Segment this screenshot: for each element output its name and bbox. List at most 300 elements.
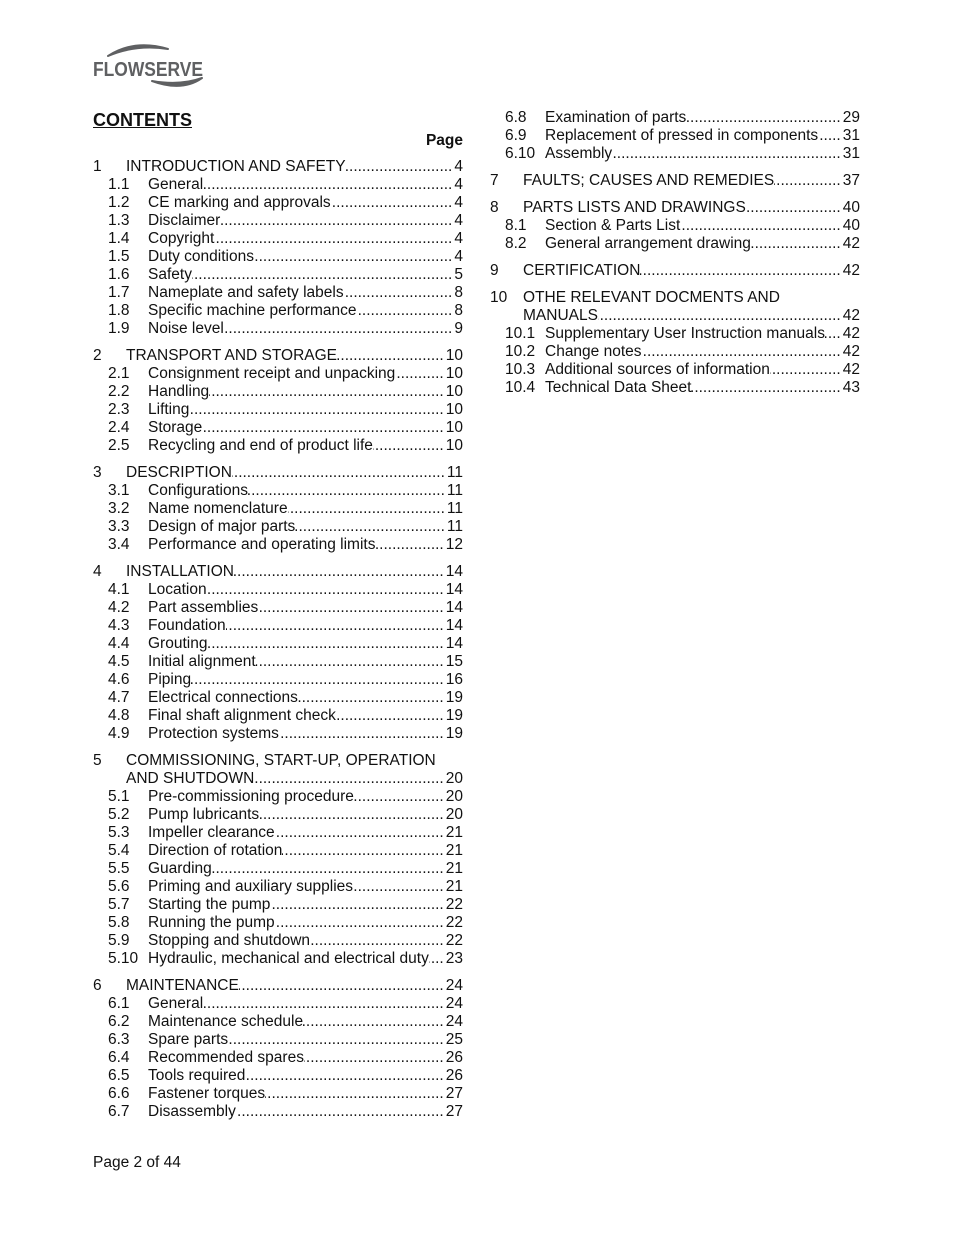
toc-subsection-number: 6.7 [108, 1103, 130, 1120]
toc-subsection-title: Recycling and end of product life [148, 437, 373, 454]
toc-section-title: FAULTS; CAUSES AND REMEDIES [523, 172, 775, 189]
logo-wordmark: FLOWSERVE [93, 59, 203, 81]
toc-subsection-number: 2.2 [108, 383, 130, 400]
toc-page-number: 4 [454, 212, 463, 229]
dot-leader [774, 172, 843, 190]
toc-section-group [93, 752, 463, 968]
dot-leader [259, 806, 446, 824]
toc-subsection-number: 5.10 [108, 950, 139, 967]
toc-subsection-number: 5.4 [108, 842, 130, 859]
toc-page-number: 5 [454, 266, 463, 283]
toc-section-row [490, 199, 860, 217]
toc-section-row [490, 289, 860, 307]
toc-subsection-number: 5.8 [108, 914, 130, 931]
toc-page-number: 31 [842, 145, 860, 162]
toc-subsection-number: 6.5 [108, 1067, 130, 1084]
toc-subsection-row [490, 217, 860, 235]
dot-leader [209, 383, 446, 401]
dot-leader [295, 518, 447, 536]
page-column-label: Page [425, 132, 463, 149]
toc-subsection-row [93, 383, 463, 401]
toc-subsection-number: 6.9 [505, 127, 527, 144]
toc-subsection-title: Design of major parts [148, 518, 296, 535]
toc-section-title: DESCRIPTION [126, 464, 232, 481]
toc-section-number: 3 [93, 464, 102, 481]
toc-subsection-title: Piping [148, 671, 192, 688]
toc-page-number: 15 [445, 653, 463, 670]
toc-subsection-row [93, 230, 463, 248]
toc-subsection-row [93, 482, 463, 500]
toc-subsection-number: 6.8 [505, 109, 527, 126]
dot-leader [354, 788, 446, 806]
toc-subsection-row [93, 302, 463, 320]
toc-subsection-number: 5.1 [108, 788, 130, 805]
toc-subsection-row [93, 914, 463, 932]
toc-section-number: 5 [93, 752, 102, 769]
toc-page-number: 14 [445, 599, 463, 616]
toc-page-number: 42 [842, 262, 860, 279]
toc-page-number: 10 [445, 383, 463, 400]
toc-subsection-row [93, 617, 463, 635]
dot-leader [248, 482, 447, 500]
toc-section-title: INSTALLATION [126, 563, 234, 580]
dot-leader [346, 158, 455, 176]
dot-leader [336, 707, 446, 725]
toc-subsection-row [93, 176, 463, 194]
dot-leader [304, 1049, 446, 1067]
toc-subsection-title: Recommended spares [148, 1049, 304, 1066]
toc-page-number: 40 [842, 217, 860, 234]
toc-subsection-title: Initial alignment [148, 653, 256, 670]
toc-subsection-row [93, 284, 463, 302]
toc-page-number: 21 [445, 860, 463, 877]
toc-subsection-row [93, 194, 463, 212]
toc-subsection-title: Maintenance schedule [148, 1013, 304, 1030]
toc-page-number: 42 [842, 325, 860, 342]
toc-section-number: 7 [490, 172, 499, 189]
toc-subsection-title: Foundation [148, 617, 226, 634]
toc-section-row [93, 158, 463, 176]
toc-section-title: PARTS LISTS AND DRAWINGS [523, 199, 746, 216]
toc-subsection-row [93, 1067, 463, 1085]
dot-leader [189, 401, 445, 419]
toc-page-number: 42 [842, 361, 860, 378]
toc-subsection-row [93, 1013, 463, 1031]
toc-subsection-number: 8.1 [505, 217, 527, 234]
dot-leader [236, 1103, 446, 1121]
toc-subsection-row [93, 842, 463, 860]
toc-subsection-row [93, 1103, 463, 1121]
toc-page-number: 19 [445, 707, 463, 724]
toc-subsection-title: Grouting [148, 635, 208, 652]
toc-page-number: 20 [445, 770, 463, 787]
toc-subsection-row [93, 437, 463, 455]
dot-leader [770, 361, 843, 379]
dot-leader [279, 725, 446, 743]
toc-subsection-row [93, 707, 463, 725]
toc-page-number: 9 [454, 320, 463, 337]
toc-subsection-row [93, 671, 463, 689]
toc-page-number: 10 [445, 347, 463, 364]
toc-page-number: 14 [445, 635, 463, 652]
toc-subsection-row [93, 788, 463, 806]
toc-subsection-number: 2.4 [108, 419, 130, 436]
dot-leader [191, 671, 446, 689]
toc-subsection-title: Pre-commissioning procedure [148, 788, 354, 805]
toc-page-number: 23 [445, 950, 463, 967]
toc-subsection-title: Disclaimer [148, 212, 221, 229]
toc-page-number: 20 [445, 788, 463, 805]
dot-leader [254, 248, 454, 266]
toc-subsection-number: 10.2 [505, 343, 536, 360]
toc-subsection-row [93, 860, 463, 878]
toc-subsection-number: 6.1 [108, 995, 130, 1012]
toc-subsection-row [490, 343, 860, 361]
toc-page-number: 42 [842, 307, 860, 324]
toc-subsection-title: Fastener torques [148, 1085, 266, 1102]
toc-subsection-number: 6.4 [108, 1049, 130, 1066]
toc-page-number: 4 [454, 248, 463, 265]
toc-page-number: 42 [842, 235, 860, 252]
page-footer: Page 2 of 44 [93, 1154, 181, 1171]
dot-leader [373, 437, 446, 455]
toc-section-title: TRANSPORT AND STORAGE [126, 347, 338, 364]
toc-subsection-title: Nameplate and safety labels [148, 284, 344, 301]
toc-subsection-number: 1.7 [108, 284, 130, 301]
toc-page-number: 21 [445, 878, 463, 895]
dot-leader [224, 320, 455, 338]
toc-page-number: 26 [445, 1049, 463, 1066]
toc-subsection-row [93, 518, 463, 536]
toc-page-number: 19 [445, 689, 463, 706]
toc-subsection-row [490, 145, 860, 163]
toc-page-number: 19 [445, 725, 463, 742]
toc-page-number: 21 [445, 824, 463, 841]
contents-heading: CONTENTS [93, 110, 192, 130]
toc-subsection-title: General [148, 995, 204, 1012]
toc-subsection-title: Direction of rotation [148, 842, 283, 859]
toc-subsection-row [93, 1085, 463, 1103]
toc-subsection-row [93, 635, 463, 653]
dot-leader [239, 977, 446, 995]
toc-page-number: 42 [842, 343, 860, 360]
dot-leader [258, 599, 445, 617]
toc-page-number: 14 [445, 581, 463, 598]
toc-page-number: 11 [446, 500, 463, 517]
toc-subsection-number: 5.2 [108, 806, 130, 823]
toc-section-group [490, 289, 860, 397]
toc-subsection-title: Change notes [545, 343, 642, 360]
toc-subsection-number: 1.3 [108, 212, 130, 229]
dot-leader [751, 235, 843, 253]
toc-subsection-row [490, 325, 860, 343]
dot-leader [357, 302, 455, 320]
toc-subsection-title: Impeller clearance [148, 824, 275, 841]
dot-leader [640, 262, 842, 280]
toc-section-row [490, 172, 860, 190]
dot-leader [818, 127, 843, 145]
toc-subsection-row [93, 824, 463, 842]
toc-subsection-row [93, 806, 463, 824]
toc-section-title: MANUALS [523, 307, 598, 324]
toc-page-number: 31 [842, 127, 860, 144]
toc-subsection-title: Guarding [148, 860, 212, 877]
toc-subsection-title: Supplementary User Instruction manuals [545, 325, 825, 342]
toc-subsection-row [93, 1049, 463, 1067]
dot-leader [202, 419, 445, 437]
toc-section-number: 8 [490, 199, 499, 216]
toc-page-number: 12 [445, 536, 463, 553]
toc-subsection-title: Technical Data Sheet [545, 379, 692, 396]
toc-subsection-number: 1.8 [108, 302, 130, 319]
toc-subsection-title: Examination of parts [545, 109, 687, 126]
dot-leader [337, 347, 446, 365]
toc-section-row [490, 262, 860, 280]
toc-subsection-number: 3.3 [108, 518, 130, 535]
toc-number-spacer [93, 770, 126, 788]
toc-subsection-number: 6.6 [108, 1085, 130, 1102]
toc-subsection-number: 4.4 [108, 635, 130, 652]
toc-page-number: 24 [445, 1013, 463, 1030]
toc-subsection-row [93, 212, 463, 230]
toc-subsection-row [93, 1031, 463, 1049]
toc-section-group [490, 262, 860, 280]
toc-subsection-row [490, 109, 860, 127]
dot-leader [226, 617, 446, 635]
toc-subsection-number: 4.1 [108, 581, 130, 598]
toc-subsection-number: 1.5 [108, 248, 130, 265]
dot-leader [207, 581, 446, 599]
dot-leader [275, 914, 446, 932]
toc-subsection-title: Tools required [148, 1067, 246, 1084]
toc-section-title: COMMISSIONING, START-UP, OPERATION [126, 752, 436, 769]
toc-subsection-title: Stopping and shutdown [148, 932, 311, 949]
dot-leader [212, 860, 446, 878]
dot-leader [214, 230, 454, 248]
toc-page-number: 24 [445, 995, 463, 1012]
toc-section-group [93, 563, 463, 743]
dot-leader [203, 995, 446, 1013]
toc-page-number: 22 [445, 932, 463, 949]
toc-page-number: 10 [445, 437, 463, 454]
toc-page-number: 27 [445, 1085, 463, 1102]
toc-subsection-title: Final shaft alignment check [148, 707, 336, 724]
toc-section-number: 9 [490, 262, 499, 279]
toc-subsection-title: Lifting [148, 401, 190, 418]
toc-section-row [93, 464, 463, 482]
toc-subsection-title: CE marking and approvals [148, 194, 331, 211]
toc-subsection-title: Pump lubricants [148, 806, 260, 823]
toc-subsection-title: Specific machine performance [148, 302, 357, 319]
toc-subsection-number: 3.2 [108, 500, 130, 517]
dot-leader [256, 653, 446, 671]
toc-subsection-number: 5.3 [108, 824, 130, 841]
toc-subsection-title: Noise level [148, 320, 224, 337]
toc-page-number: 24 [445, 977, 463, 994]
dot-leader [282, 842, 445, 860]
toc-subsection-row [93, 896, 463, 914]
toc-subsection-row [93, 248, 463, 266]
toc-page-number: 22 [445, 896, 463, 913]
dot-leader [353, 878, 446, 896]
toc-page-number: 29 [842, 109, 860, 126]
logo-swoosh-top [108, 45, 168, 56]
toc-subsection-number: 1.9 [108, 320, 130, 337]
toc-section-row [93, 563, 463, 581]
toc-subsection-title: Name nomenclature [148, 500, 288, 517]
toc-subsection-title: Safety [148, 266, 192, 283]
toc-section-group [93, 464, 463, 554]
toc-column-left [93, 158, 463, 1121]
toc-section-title: INTRODUCTION AND SAFETY [126, 158, 346, 175]
toc-page-number: 43 [842, 379, 860, 396]
toc-subsection-row [93, 995, 463, 1013]
dot-leader [298, 689, 446, 707]
toc-page-number: 11 [446, 482, 463, 499]
dot-leader [275, 824, 446, 842]
toc-subsection-number: 6.2 [108, 1013, 130, 1030]
toc-subsection-row [93, 689, 463, 707]
dot-leader [207, 635, 445, 653]
toc-subsection-row [93, 653, 463, 671]
toc-page-number: 4 [454, 158, 463, 175]
dot-leader [203, 176, 454, 194]
toc-subsection-title: Additional sources of information [545, 361, 770, 378]
toc-page-number: 26 [445, 1067, 463, 1084]
toc-page-number: 22 [445, 914, 463, 931]
toc-subsection-number: 6.10 [505, 145, 536, 162]
toc-subsection-title: Duty conditions [148, 248, 254, 265]
toc-section-number: 10 [490, 289, 508, 306]
toc-page-number: 8 [454, 302, 463, 319]
toc-subsection-row [490, 379, 860, 397]
toc-subsection-row [93, 725, 463, 743]
toc-section-group [93, 347, 463, 455]
dot-leader [270, 896, 445, 914]
dot-leader [288, 500, 447, 518]
toc-section-title: MAINTENANCE [126, 977, 239, 994]
toc-subsection-title: Disassembly [148, 1103, 236, 1120]
dot-leader [310, 932, 446, 950]
dot-leader [395, 365, 445, 383]
toc-page-number: 4 [454, 230, 463, 247]
dot-leader [686, 109, 842, 127]
toc-column-right [490, 109, 860, 397]
toc-subsection-number: 10.4 [505, 379, 536, 396]
dot-leader [375, 536, 445, 554]
toc-subsection-row [93, 365, 463, 383]
toc-subsection-row [93, 599, 463, 617]
toc-page-number: 10 [445, 401, 463, 418]
dot-leader [344, 284, 455, 302]
toc-section-row [93, 347, 463, 365]
dot-leader [598, 307, 843, 325]
toc-subsection-title: Running the pump [148, 914, 275, 931]
toc-subsection-number: 2.1 [108, 365, 130, 382]
dot-leader [254, 770, 445, 788]
toc-subsection-title: Priming and auxiliary supplies [148, 878, 354, 895]
toc-section-row [490, 307, 860, 325]
dot-leader [331, 194, 455, 212]
dot-leader [265, 1085, 446, 1103]
dot-leader [228, 1031, 446, 1049]
toc-subsection-number: 4.5 [108, 653, 130, 670]
dot-leader [680, 217, 842, 235]
toc-page-number: 4 [454, 176, 463, 193]
dot-leader [691, 379, 842, 397]
toc-section-title: AND SHUTDOWN [126, 770, 255, 787]
toc-subsection-title: Configurations [148, 482, 248, 499]
toc-subsection-title: Protection systems [148, 725, 279, 742]
toc-page-number: 14 [445, 563, 463, 580]
toc-number-spacer [490, 307, 523, 325]
toc-subsection-title: Hydraulic, mechanical and electrical duty [148, 950, 429, 967]
toc-subsection-number: 5.5 [108, 860, 130, 877]
toc-subsection-title: Location [148, 581, 207, 598]
toc-page-number: 37 [842, 172, 860, 189]
dot-leader [612, 145, 843, 163]
toc-section-title: OTHE RELEVANT DOCMENTS AND [523, 289, 780, 306]
toc-subsection-row [93, 266, 463, 284]
toc-subsection-number: 3.1 [108, 482, 130, 499]
toc-section-number: 2 [93, 347, 102, 364]
toc-page-number: 27 [445, 1103, 463, 1120]
toc-subsection-title: Section & Parts List [545, 217, 681, 234]
dot-leader [220, 212, 454, 230]
toc-subsection-title: Performance and operating limits [148, 536, 376, 553]
toc-section-row [93, 770, 463, 788]
toc-page-number: 20 [445, 806, 463, 823]
toc-subsection-title: Copyright [148, 230, 215, 247]
toc-subsection-title: Consignment receipt and unpacking [148, 365, 396, 382]
toc-page-number: 11 [446, 518, 463, 535]
toc-subsection-row [93, 500, 463, 518]
toc-page-number: 8 [454, 284, 463, 301]
toc-subsection-row [93, 932, 463, 950]
toc-subsection-row [93, 581, 463, 599]
toc-page-number: 14 [445, 617, 463, 634]
dot-leader [245, 1067, 445, 1085]
toc-subsection-number: 3.4 [108, 536, 130, 553]
dot-leader [303, 1013, 446, 1031]
toc-subsection-title: Replacement of pressed in components [545, 127, 819, 144]
toc-subsection-number: 6.3 [108, 1031, 130, 1048]
toc-subsection-title: Electrical connections [148, 689, 298, 706]
dot-leader [234, 563, 446, 581]
toc-subsection-row [93, 950, 463, 968]
toc-section-group [490, 172, 860, 190]
toc-subsection-number: 4.2 [108, 599, 130, 616]
dot-leader [192, 266, 454, 284]
toc-subsection-title: Assembly [545, 145, 613, 162]
dot-leader [746, 199, 843, 217]
toc-subsection-number: 10.3 [505, 361, 536, 378]
toc-subsection-row [93, 419, 463, 437]
toc-subsection-number: 5.9 [108, 932, 130, 949]
dot-leader [232, 464, 447, 482]
toc-subsection-number: 4.7 [108, 689, 130, 706]
toc-page-number: 21 [445, 842, 463, 859]
dot-leader [429, 950, 446, 968]
toc-subsection-number: 4.9 [108, 725, 130, 742]
toc-page-number: 25 [445, 1031, 463, 1048]
toc-subsection-row [93, 878, 463, 896]
toc-subsection-number: 5.7 [108, 896, 130, 913]
toc-page-number: 4 [454, 194, 463, 211]
dot-leader [642, 343, 843, 361]
toc-subsection-row [490, 361, 860, 379]
flowserve-logo [90, 40, 210, 90]
